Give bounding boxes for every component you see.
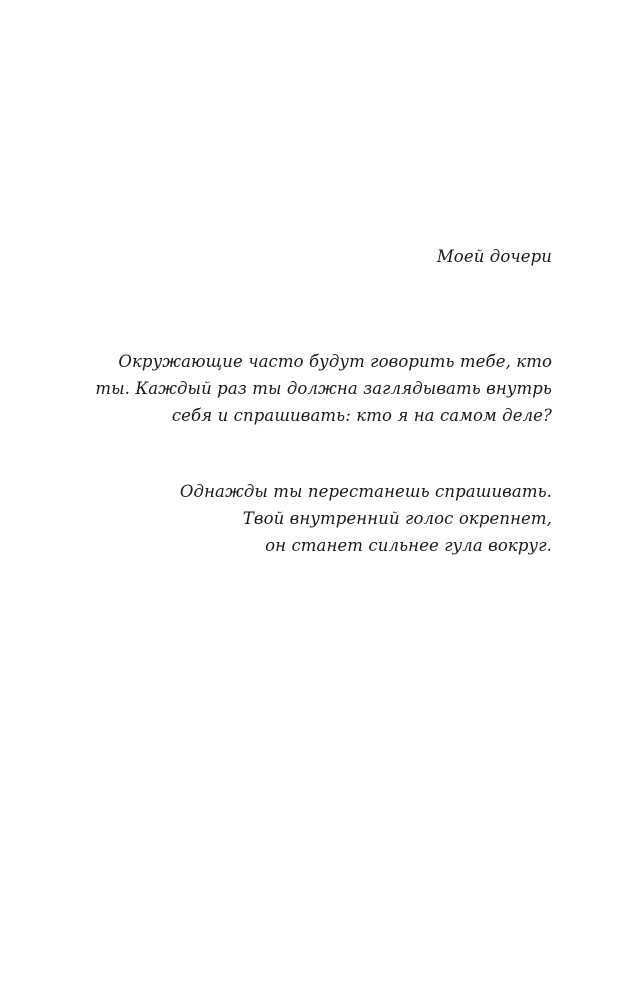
paragraph-line: ты. Каждый раз ты должна заглядывать внутрь <box>95 379 552 398</box>
dedication-line: Моей дочери <box>436 247 552 266</box>
dedication <box>82 243 552 270</box>
paragraph-line: он станет сильнее гула вокруг. <box>265 536 552 555</box>
paragraph-line: Однажды ты перестанешь спрашивать. <box>179 482 552 501</box>
paragraph-line: себя и спрашивать: кто я на самом деле? <box>171 406 552 425</box>
paragraph-line: Твой внутренний голос окрепнет, <box>242 509 552 528</box>
epigraph-paragraph-1 <box>82 348 552 429</box>
paragraph-line: Окружающие часто будут говорить тебе, кто <box>118 352 552 371</box>
epigraph-paragraph-2 <box>82 478 552 559</box>
